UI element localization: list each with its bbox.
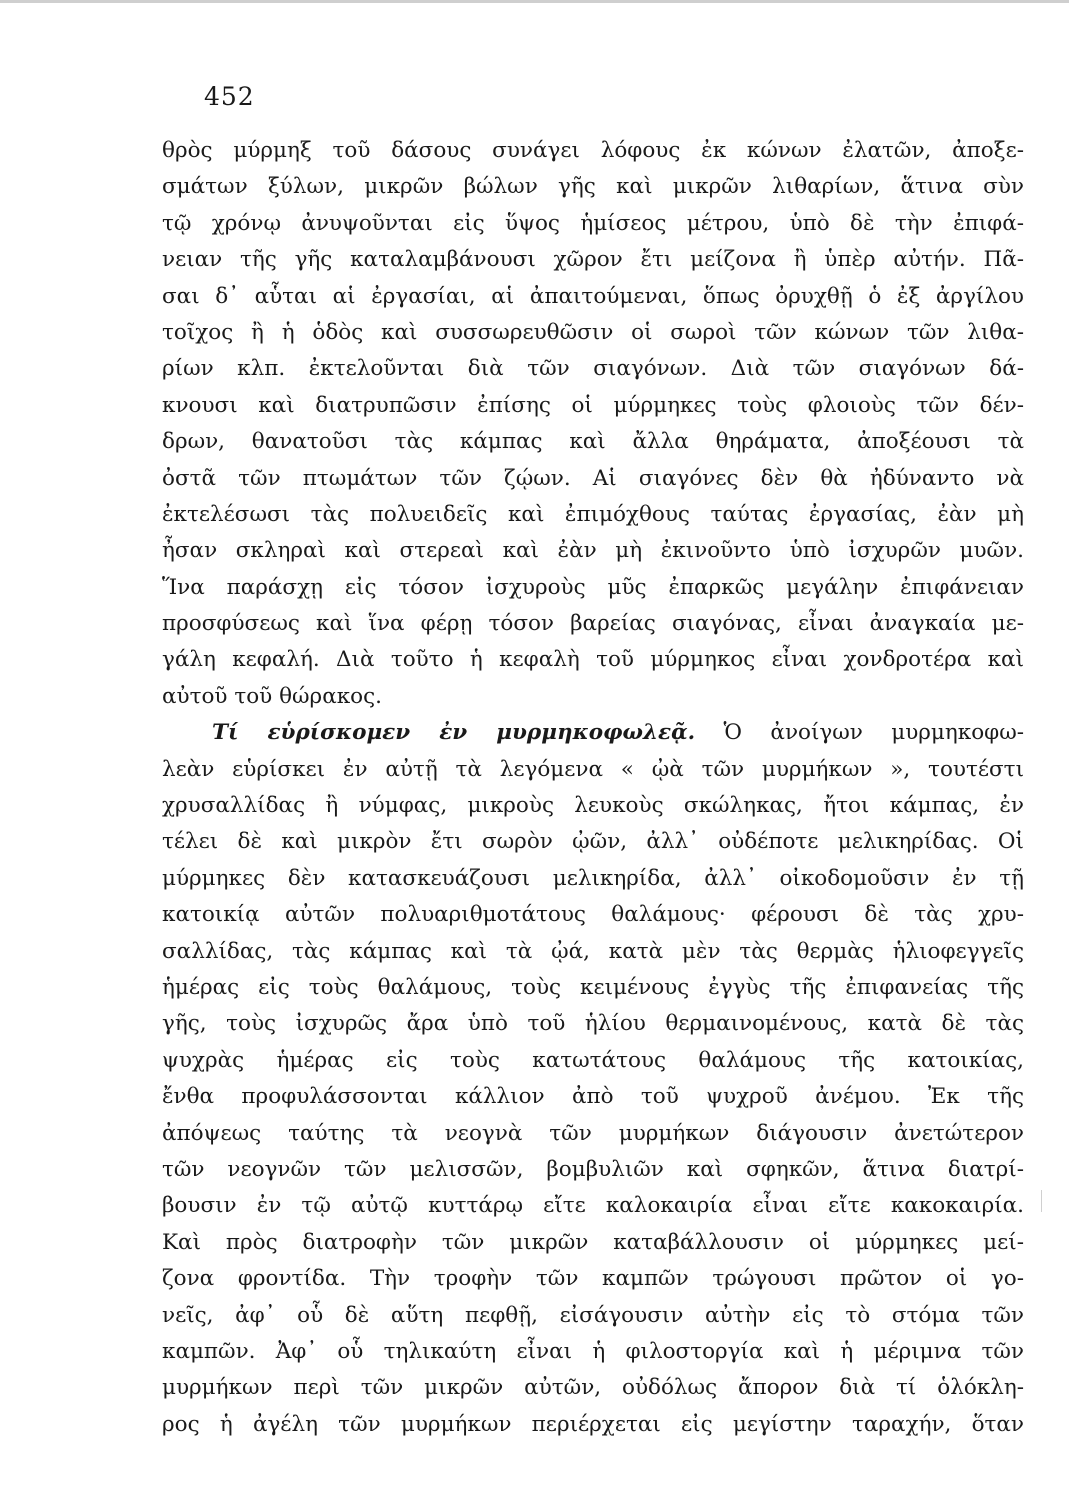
text-line: ἦσαν σκληραὶ καὶ στερεαὶ καὶ ἐὰν μὴ ἐκινοῦντο ὑπὸ ἰσχυρῶν μυῶν.: [162, 538, 1024, 564]
text-line: ἔνθα προφυλάσσονται κάλλιον ἀπὸ τοῦ ψυχροῦ ἀνέμου. Ἐκ τῆς: [162, 1084, 1024, 1110]
text-line: κατοικίᾳ αὐτῶν πολυαριθμοτάτους θαλάμους· φέρουσι δὲ τὰς χρυ-: [162, 902, 1024, 928]
text-line: αὐτοῦ τοῦ θώρακος.: [162, 683, 382, 709]
text-line: δρων, θανατοῦσι τὰς κάμπας καὶ ἄλλα θηράματα, ἀποξέουσι τὰ: [162, 429, 1024, 455]
text-line: μύρμηκες δὲν κατασκευάζουσι μελικηρίδα, ἀλλ᾿ οἰκοδομοῦσιν ἐν τῇ: [162, 865, 1024, 891]
text-line: τοῖχος ἢ ἡ ὁδὸς καὶ συσσωρευθῶσιν οἱ σωροὶ τῶν κώνων τῶν λιθα-: [162, 319, 1024, 345]
text-line: καμπῶν. Ἀφ᾿ οὗ τηλικαύτη εἶναι ἡ φιλοστοργία καὶ ἡ μέριμνα τῶν: [162, 1338, 1024, 1364]
text-line: βουσιν ἐν τῷ αὐτῷ κυττάρῳ εἴτε καλοκαιρία εἶναι εἴτε κακοκαιρία.: [162, 1193, 1024, 1219]
text-line: τῶν νεογνῶν τῶν μελισσῶν, βομβυλιῶν καὶ σφηκῶν, ἅτινα διατρί-: [162, 1156, 1024, 1182]
text-line: μυρμήκων περὶ τῶν μικρῶν αὐτῶν, οὐδόλως ἄπορον διὰ τί ὁλόκλη-: [162, 1375, 1024, 1401]
text-line: νεῖς, ἀφ᾿ οὗ δὲ αὕτη πεφθῇ, εἰσάγουσιν αὐτὴν εἰς τὸ στόμα τῶν: [162, 1302, 1024, 1328]
text-line: ψυχρὰς ἡμέρας εἰς τοὺς κατωτάτους θαλάμους τῆς κατοικίας,: [162, 1047, 1024, 1073]
scan-top-edge: [0, 0, 1069, 3]
text-line: κνουσι καὶ διατρυπῶσιν ἐπίσης οἱ μύρμηκες τοὺς φλοιοὺς τῶν δέν-: [162, 392, 1024, 418]
text-line: ὀστᾶ τῶν πτωμάτων τῶν ζῴων. Αἱ σιαγόνες δὲν θὰ ἠδύναντο νὰ: [162, 465, 1024, 491]
text-line: σμάτων ξύλων, μικρῶν βώλων γῆς καὶ μικρῶν λιθαρίων, ἅτινα σὺν: [162, 174, 1024, 200]
text-line: χρυσαλλίδας ἢ νύμφας, μικροὺς λευκοὺς σκώληκας, ἤτοι κάμπας, ἐν: [162, 793, 1024, 819]
text-line: τέλει δὲ καὶ μικρὸν ἔτι σωρὸν ᾠῶν, ἀλλ᾿ οὐδέποτε μελικηρίδας. Οἱ: [162, 829, 1024, 855]
text-line: λεὰν εὑρίσκει ἐν αὐτῇ τὰ λεγόμενα « ᾠὰ τῶν μυρμήκων », τουτέστι: [162, 756, 1024, 782]
text-line: γάλη κεφαλή. Διὰ τοῦτο ἡ κεφαλὴ τοῦ μύρμηκος εἶναι χονδροτέρα καὶ: [162, 647, 1024, 673]
section-heading-line: [162, 715, 1024, 751]
section-heading-line-rest: Ὁ ἀνοίγων μυρμηκοφω-: [723, 720, 1024, 746]
text-line: προσφύσεως καὶ ἵνα φέρῃ τόσον βαρείας σιαγόνας, εἶναι ἀναγκαία με-: [162, 611, 1024, 637]
text-line: σαλλίδας, τὰς κάμπας καὶ τὰ ᾠά, κατὰ μὲν τὰς θερμὰς ἡλιοφεγγεῖς: [162, 938, 1024, 964]
scan-artifact-mark: [1041, 1190, 1042, 1212]
text-line: νειαν τῆς γῆς καταλαμβάνουσι χῶρον ἔτι μείζονα ἢ ὑπὲρ αὐτήν. Πᾶ-: [162, 247, 1024, 273]
text-line: σαι δ᾿ αὗται αἱ ἐργασίαι, αἱ ἀπαιτούμεναι, ὅπως ὀρυχθῇ ὁ ἐξ ἀργίλου: [162, 283, 1024, 309]
page-number: 452: [204, 82, 255, 111]
text-line: ἀπόψεως ταύτης τὰ νεογνὰ τῶν μυρμήκων διάγουσιν ἀνετώτερον: [162, 1120, 1024, 1146]
text-line: Καὶ πρὸς διατροφὴν τῶν μικρῶν καταβάλλουσιν οἱ μύρμηκες μεί-: [162, 1229, 1024, 1255]
text-line: ρος ἡ ἀγέλη τῶν μυρμήκων περιέρχεται εἰς μεγίστην ταραχήν, ὅταν: [162, 1411, 1024, 1437]
body-text: [162, 133, 1024, 1443]
text-line: θρὸς μύρμηξ τοῦ δάσους συνάγει λόφους ἐκ κώνων ἐλατῶν, ἀποξε-: [162, 138, 1024, 163]
text-line: γῆς, τοὺς ἰσχυρῶς ἄρα ὑπὸ τοῦ ἡλίου θερμαινομένους, κατὰ δὲ τὰς: [162, 1011, 1024, 1037]
text-line: Ἵνα παράσχῃ εἰς τόσον ἰσχυροὺς μῦς ἐπαρκῶς μεγάλην ἐπιφάνειαν: [162, 574, 1024, 600]
text-line: τῷ χρόνῳ ἀνυψοῦνται εἰς ὕψος ἡμίσεος μέτρου, ὑπὸ δὲ τὴν ἐπιφά-: [162, 210, 1024, 236]
text-line: ἡμέρας εἰς τοὺς θαλάμους, τοὺς κειμένους ἐγγὺς τῆς ἐπιφανείας τῆς: [162, 974, 1024, 1000]
text-line: ζονα φροντίδα. Τὴν τροφὴν τῶν καμπῶν τρώγουσι πρῶτον οἱ γο-: [162, 1266, 1024, 1292]
section-heading: Τί εὑρίσκομεν ἐν μυρμηκοφωλεᾷ.: [212, 720, 696, 746]
text-line: ρίων κλπ. ἐκτελοῦνται διὰ τῶν σιαγόνων. Διὰ τῶν σιαγόνων δά-: [162, 356, 1024, 382]
text-line: ἐκτελέσωσι τὰς πολυειδεῖς καὶ ἐπιμόχθους ταύτας ἐργασίας, ἐὰν μὴ: [162, 501, 1024, 527]
